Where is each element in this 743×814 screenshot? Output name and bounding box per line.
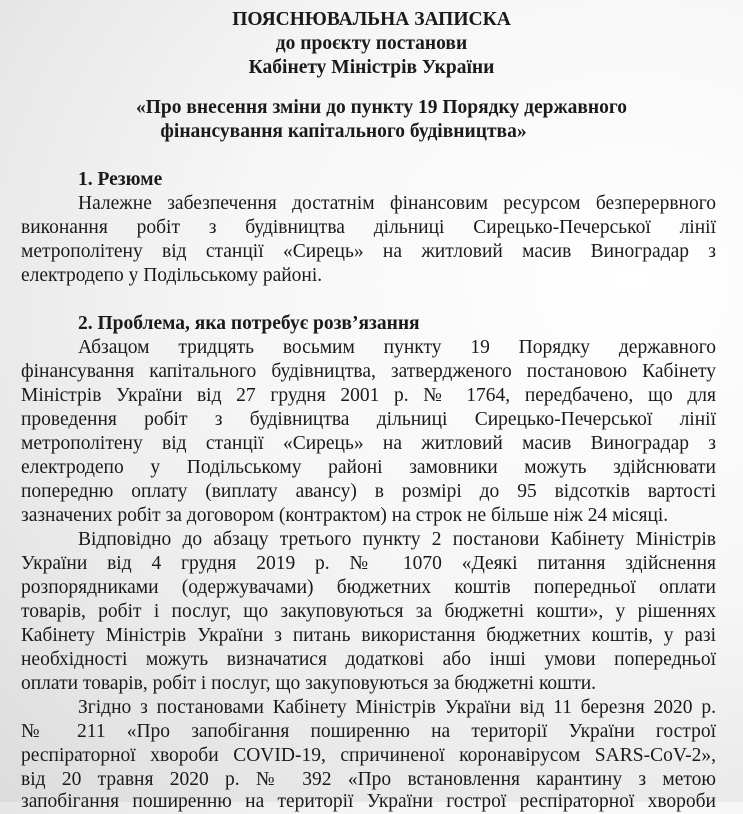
section-2-line: від 20 травня 2020 р. № 392 «Про встановлення карантину з метою xyxy=(21,769,716,790)
section-2-line: оплати товарів, робіт і послуг, що закуповуються за бюджетні кошти. xyxy=(21,673,597,694)
document-subject-line-1: «Про внесення зміни до пункту 19 Порядку державного xyxy=(135,97,627,118)
document-subtitle: до проєкту постанови xyxy=(275,33,468,54)
section-2-line: № 211 «Про запобігання поширенню на території України гострої xyxy=(21,721,716,742)
section-2-line: Кабінету Міністрів України з питань використання бюджетних коштів, у разі xyxy=(21,625,716,646)
section-1-line: виконання робіт з будівництва дільниці Сирецько-Печерської лінії xyxy=(21,217,716,238)
section-2-line: респіраторної хвороби COVID-19, спричиненої коронавірусом SARS-CoV-2», xyxy=(21,745,716,766)
section-2-line: Міністрів України від 27 грудня 2001 р. № 1764, передбачено, що для xyxy=(21,385,716,406)
document-subject-line-2: фінансування капітального будівництва» xyxy=(160,121,527,142)
section-2-line: фінансування капітального будівництва, затвердженого постановою Кабінету xyxy=(21,361,716,382)
document-issuer: Кабінету Міністрів України xyxy=(248,57,495,78)
section-2-line: Відповідно до абзацу третього пункту 2 постанови Кабінету Міністрів xyxy=(78,529,716,550)
section-1-heading: 1. Резюме xyxy=(78,169,163,190)
section-1-line: Належне забезпечення достатнім фінансовим ресурсом безперервного xyxy=(78,193,716,214)
section-1-line: електродепо у Подільському районі. xyxy=(21,265,323,286)
section-2-line: запобігання поширенню на території України гострої респіраторної хвороби xyxy=(21,791,716,812)
section-2-line: розпорядниками (одержувачами) бюджетних коштів попередньої оплати xyxy=(21,577,716,598)
section-2-line: товарів, робіт і послуг, що закуповуються за бюджетні кошти», у рішеннях xyxy=(21,601,716,622)
section-2-line: Згідно з постановами Кабінету Міністрів України від 11 березня 2020 р. xyxy=(78,697,716,718)
section-2-line: попередню оплату (виплату авансу) в розмірі до 95 відсотків вартості xyxy=(21,481,716,502)
section-2-line: зазначених робіт за договором (контрактом) на строк не більше ніж 24 місяці. xyxy=(21,505,669,526)
section-2-line: метрополітену від станції «Сирець» на житловий масив Виноградар з xyxy=(21,433,716,454)
section-1-line: метрополітену від станції «Сирець» на житловий масив Виноградар з xyxy=(21,241,716,262)
document-title: ПОЯСНЮВАЛЬНА ЗАПИСКА xyxy=(232,9,511,30)
section-2-line: Абзацом тридцять восьмим пункту 19 Порядку державного xyxy=(78,337,716,358)
section-2-line: електродепо у Подільському районі замовники можуть здійснювати xyxy=(21,457,716,478)
section-2-line: України від 4 грудня 2019 р. № 1070 «Деякі питання здійснення xyxy=(21,553,716,574)
section-2-line: необхідності можуть визначатися додаткові або інші умови попередньої xyxy=(21,649,716,670)
section-2-heading: 2. Проблема, яка потребує розв’язання xyxy=(78,313,420,334)
section-2-line: проведення робіт з будівництва дільниці Сирецько-Печерської лінії xyxy=(21,409,716,430)
